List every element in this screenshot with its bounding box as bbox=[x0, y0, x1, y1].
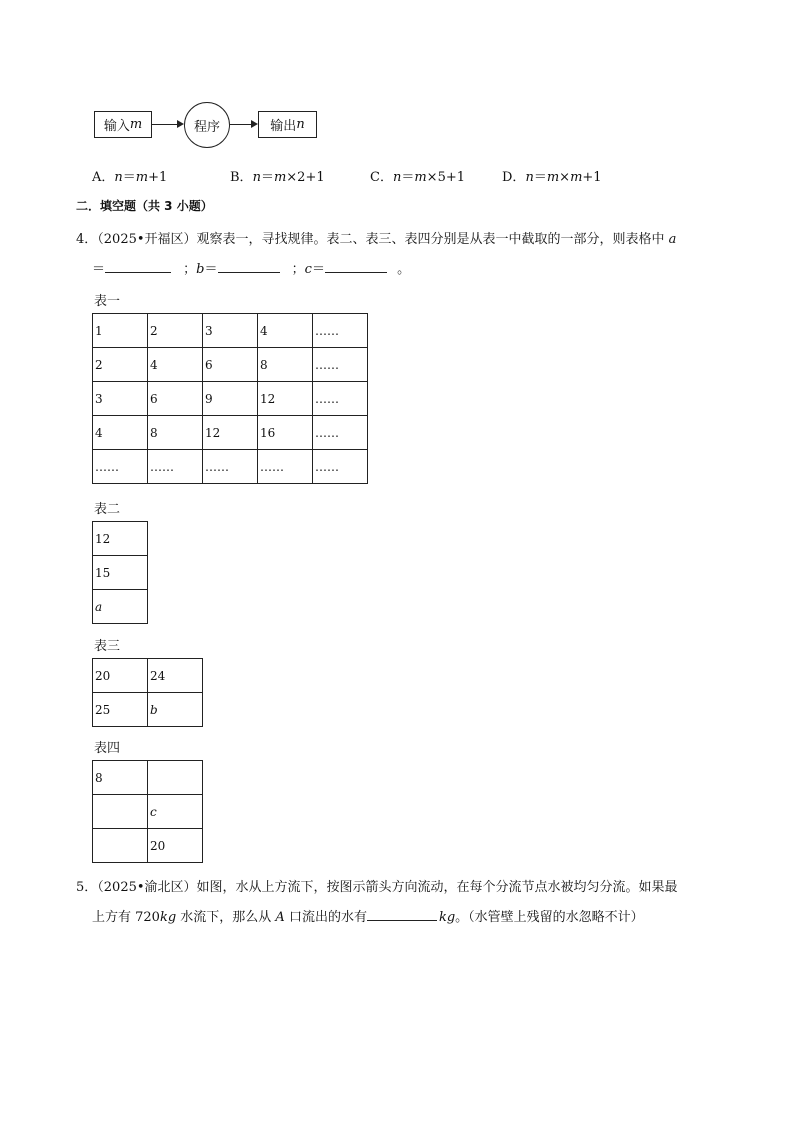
option-c: C．n＝m×5+1 bbox=[370, 170, 465, 185]
table4-row bbox=[93, 829, 203, 863]
table2-cell: a bbox=[93, 590, 148, 624]
section-header: 二．填空题（共 3 小题） bbox=[76, 199, 213, 213]
table4-row bbox=[93, 761, 203, 795]
table1-cell: 6 bbox=[203, 348, 258, 382]
table1-cell: …… bbox=[148, 450, 203, 484]
table1-cell: 2 bbox=[93, 348, 148, 382]
input-label: 输入 bbox=[103, 119, 130, 134]
table1-cell: 12 bbox=[203, 416, 258, 450]
process-label: 程序 bbox=[193, 119, 220, 135]
table1-row bbox=[93, 314, 368, 348]
table1-cell: 1 bbox=[93, 314, 148, 348]
table1-cell: 8 bbox=[148, 416, 203, 450]
table3-row bbox=[93, 693, 203, 727]
blank-a[interactable] bbox=[105, 260, 171, 273]
table2-row bbox=[93, 522, 148, 556]
table1-cell: 4 bbox=[148, 348, 203, 382]
option-d-letter: D． bbox=[502, 170, 526, 185]
table3-cell: b bbox=[148, 693, 203, 727]
q4-var-c: c bbox=[304, 262, 312, 277]
q4-number: 4． bbox=[76, 232, 98, 247]
table1-cell: 3 bbox=[93, 382, 148, 416]
table1-cell: …… bbox=[313, 450, 368, 484]
table4-cell bbox=[93, 795, 148, 829]
table1-row bbox=[93, 416, 368, 450]
table4-cell: 8 bbox=[93, 761, 148, 795]
arrow-1-line bbox=[152, 124, 178, 125]
q4-var-b: b bbox=[196, 262, 205, 277]
q5-number: 5． bbox=[76, 880, 98, 895]
table4-row bbox=[93, 795, 203, 829]
option-b: B．n＝m×2+1 bbox=[230, 170, 325, 185]
table2-row bbox=[93, 556, 148, 590]
input-var: m bbox=[129, 117, 143, 132]
table1-cell: 4 bbox=[93, 416, 148, 450]
table3-caption: 表三 bbox=[94, 639, 121, 654]
q5-source: （2025•渝北区） bbox=[97, 880, 197, 895]
table1-caption: 表一 bbox=[94, 294, 121, 309]
option-d: D．n＝m×m+1 bbox=[502, 170, 602, 185]
q5-line2: 上方有 720kg 水流下，那么从 A 口流出的水有 kg。（水管壁上残留的水忽略不计） bbox=[92, 910, 644, 925]
blank-c[interactable] bbox=[325, 260, 387, 273]
table1-cell: 6 bbox=[148, 382, 203, 416]
table1-cell: 12 bbox=[258, 382, 313, 416]
q5-text-1: 如图，水从上方流下，按图示箭头方向流动，在每个分流节点水被均匀分流。如果最 bbox=[196, 880, 678, 895]
table2-caption: 表二 bbox=[94, 502, 121, 517]
table1-cell: …… bbox=[258, 450, 313, 484]
q5-line1 bbox=[76, 876, 678, 895]
table3 bbox=[92, 658, 203, 727]
blank-b[interactable] bbox=[218, 260, 280, 273]
table1-cell: 2 bbox=[148, 314, 203, 348]
input-box bbox=[94, 111, 152, 138]
table3-cell: 25 bbox=[93, 693, 148, 727]
table1-row bbox=[93, 382, 368, 416]
table1 bbox=[92, 313, 368, 484]
arrow-1-head bbox=[177, 120, 184, 128]
table1-cell: 4 bbox=[258, 314, 313, 348]
table4-cell bbox=[93, 829, 148, 863]
table2 bbox=[92, 521, 148, 624]
option-c-letter: C． bbox=[370, 170, 393, 185]
table1-cell: …… bbox=[313, 416, 368, 450]
table1-cell: …… bbox=[313, 314, 368, 348]
q4-line1 bbox=[76, 228, 676, 247]
table2-cell: 15 bbox=[93, 556, 148, 590]
table4-caption: 表四 bbox=[94, 741, 121, 756]
process-circle bbox=[184, 102, 230, 148]
table1-cell: 16 bbox=[258, 416, 313, 450]
table1-row bbox=[93, 450, 368, 484]
q5-var-a: A bbox=[275, 910, 285, 925]
table1-cell: …… bbox=[313, 348, 368, 382]
option-a: A．n＝m+1 bbox=[92, 170, 168, 185]
q4-source: （2025•开福区） bbox=[97, 232, 197, 247]
table1-row bbox=[93, 348, 368, 382]
output-box bbox=[258, 111, 317, 138]
table4 bbox=[92, 760, 203, 863]
q4-text: 观察表一，寻找规律。表二、表三、表四分别是从表一中截取的一部分，则表格中 bbox=[196, 232, 665, 247]
table3-cell: 24 bbox=[148, 659, 203, 693]
table4-cell: c bbox=[148, 795, 203, 829]
table1-cell: …… bbox=[203, 450, 258, 484]
option-a-letter: A． bbox=[92, 170, 115, 185]
output-label: 输出 bbox=[270, 119, 297, 134]
output-var: n bbox=[296, 117, 305, 132]
table3-row bbox=[93, 659, 203, 693]
arrow-2-line bbox=[230, 124, 252, 125]
table2-cell: 12 bbox=[93, 522, 148, 556]
blank-q5[interactable] bbox=[367, 908, 437, 921]
table2-row bbox=[93, 590, 148, 624]
table1-cell: …… bbox=[313, 382, 368, 416]
table1-cell: …… bbox=[93, 450, 148, 484]
table3-cell: 20 bbox=[93, 659, 148, 693]
q4-line2: ＝ ；b＝ ；c＝ 。 bbox=[92, 262, 411, 277]
q4-var-a: a bbox=[668, 232, 677, 247]
option-b-letter: B． bbox=[230, 170, 253, 185]
table1-cell: 9 bbox=[203, 382, 258, 416]
table4-cell: 20 bbox=[148, 829, 203, 863]
table4-cell bbox=[148, 761, 203, 795]
arrow-2-head bbox=[251, 120, 258, 128]
table1-cell: 8 bbox=[258, 348, 313, 382]
table1-cell: 3 bbox=[203, 314, 258, 348]
